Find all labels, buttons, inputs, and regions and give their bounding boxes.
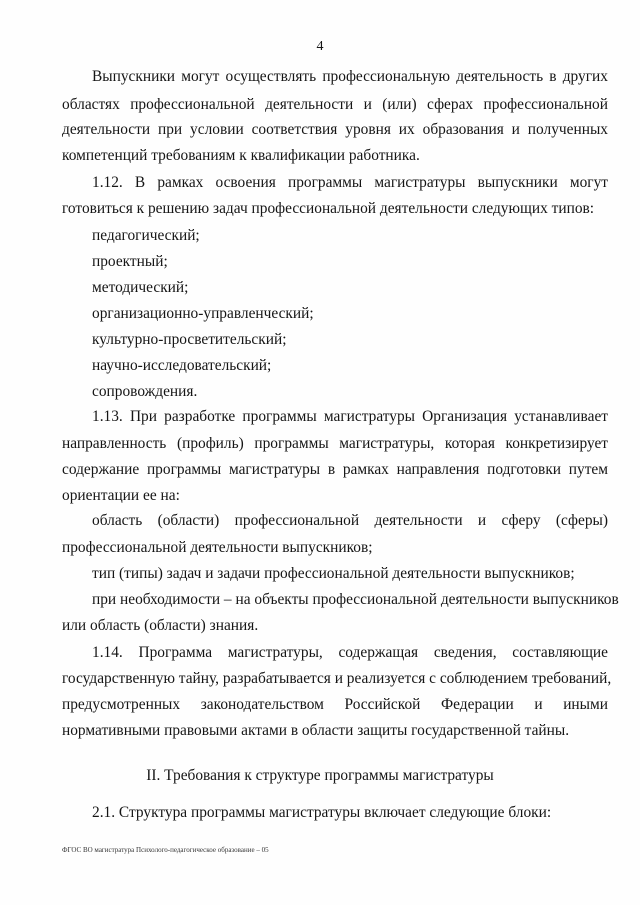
paragraph-line: деятельности при условии соответствия уровня их образования и полученных xyxy=(62,121,608,138)
list-item: педагогический; xyxy=(92,227,200,244)
focus-item-line: при необходимости – на объекты профессиональной деятельности выпускников xyxy=(92,591,619,608)
paragraph-1-14-line: предусмотренных законодательством Российской Федерации и иными xyxy=(62,696,608,713)
list-item: сопровождения. xyxy=(92,383,198,400)
focus-item-line: область (области) профессиональной деятельности и сферу (сферы) xyxy=(92,512,608,529)
page-number: 4 xyxy=(316,39,324,54)
page-footer: ФГОС ВО магистратура Психолого-педагогическое образование – 05 xyxy=(62,846,269,854)
paragraph-1-13-line: ориентации ее на: xyxy=(62,487,180,504)
list-item: проектный; xyxy=(92,253,168,270)
paragraph-1-12-line: 1.12. В рамках освоения программы магистратуры выпускники могут xyxy=(92,174,608,191)
list-item: организационно-управленческий; xyxy=(92,305,314,322)
paragraph-line: областях профессиональной деятельности и (или) сферах профессиональной xyxy=(62,96,608,113)
paragraph-1-14-line: нормативными правовыми актами в области защиты государственной тайны. xyxy=(62,722,570,739)
focus-item-line: или область (области) знания. xyxy=(62,617,259,634)
paragraph-1-12-line: готовиться к решению задач профессиональной деятельности следующих типов: xyxy=(62,200,595,217)
list-item: научно-исследовательский; xyxy=(92,357,272,374)
paragraph-2-1: 2.1. Структура программы магистратуры включает следующие блоки: xyxy=(92,804,552,821)
paragraph-1-14-line: государственную тайну, разрабатывается и реализуется с соблюдением требований, xyxy=(62,670,612,687)
paragraph-line: компетенций требованиям к квалификации работника. xyxy=(62,147,420,164)
focus-item-line: тип (типы) задач и задачи профессиональной деятельности выпускников; xyxy=(92,565,575,582)
paragraph-1-13-line: содержание программы магистратуры в рамках направления подготовки путем xyxy=(62,461,608,478)
list-item: методический; xyxy=(92,279,189,296)
list-item: культурно-просветительский; xyxy=(92,331,287,348)
section-heading: II. Требования к структуре программы магистратуры xyxy=(146,767,494,784)
focus-item-line: профессиональной деятельности выпускников; xyxy=(62,539,373,556)
paragraph-1-14-line: 1.14. Программа магистратуры, содержащая сведения, составляющие xyxy=(92,644,608,661)
paragraph-1-13-line: направленность (профиль) программы магистратуры, которая конкретизирует xyxy=(62,435,608,452)
paragraph-1-13-line: 1.13. При разработке программы магистратуры Организация устанавливает xyxy=(92,408,608,425)
paragraph-line: Выпускники могут осуществлять профессиональную деятельность в других xyxy=(92,68,608,85)
